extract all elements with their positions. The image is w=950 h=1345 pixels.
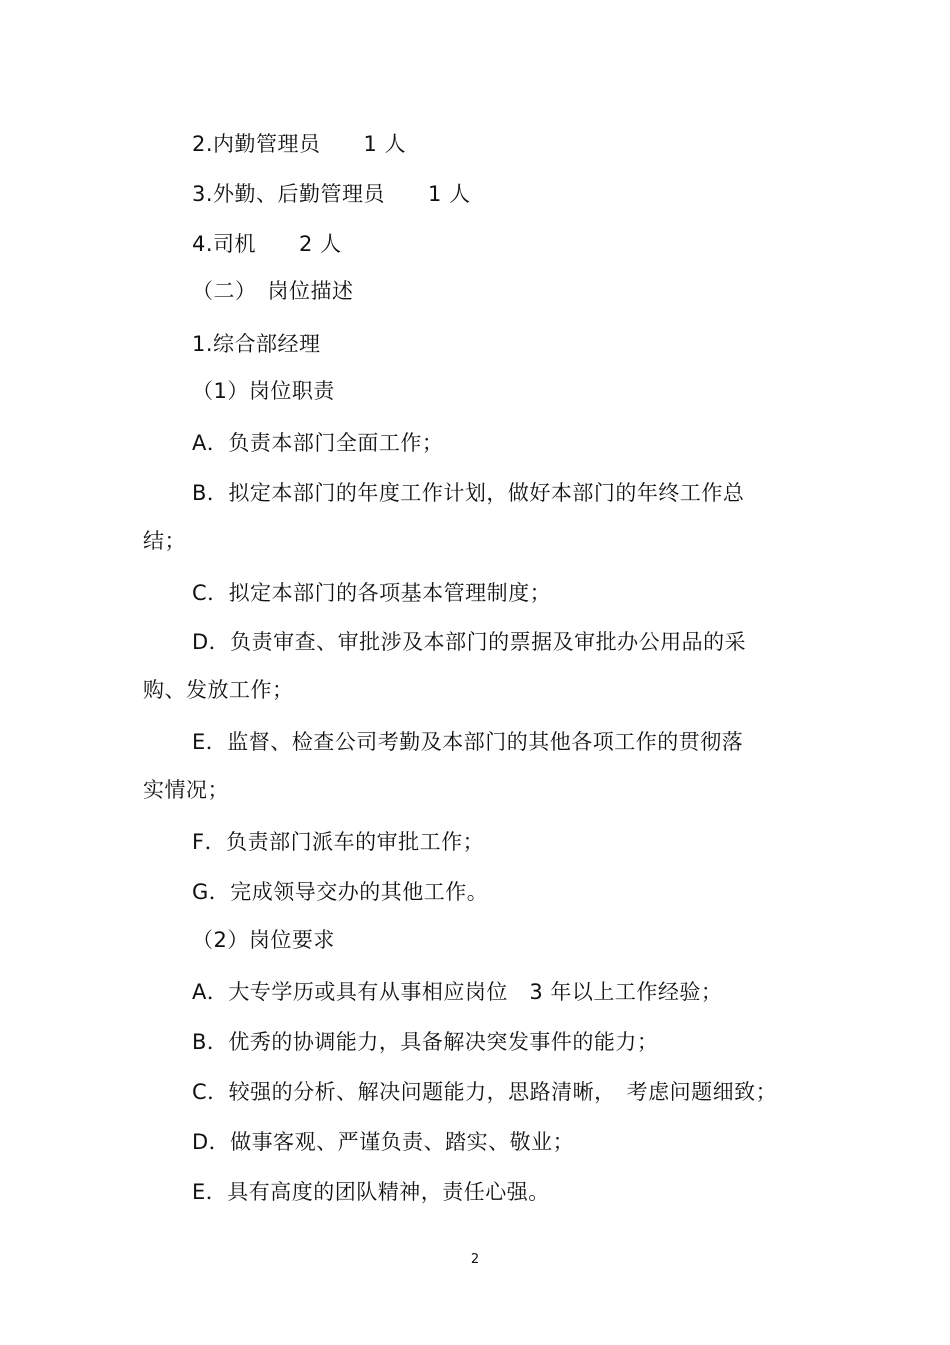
section-heading-job-description: （二） 岗位描述 bbox=[192, 279, 354, 303]
requirement-b: B．优秀的协调能力，具备解决突发事件的能力； bbox=[192, 1030, 659, 1054]
subheading-responsibilities: （1）岗位职责 bbox=[192, 379, 335, 403]
responsibility-a: A．负责本部门全面工作； bbox=[192, 431, 444, 455]
responsibility-b: B．拟定本部门的年度工作计划，做好本部门的年终工作总 bbox=[192, 481, 745, 505]
requirement-d: D．做事客观、严谨负责、踏实、敬业； bbox=[192, 1130, 575, 1154]
responsibility-g: G．完成领导交办的其他工作。 bbox=[192, 880, 489, 904]
requirement-c: C．较强的分析、解决问题能力，思路清晰， 考虑问题细致； bbox=[192, 1080, 778, 1104]
subheading-requirements: （2）岗位要求 bbox=[192, 928, 335, 952]
position-heading-manager: 1.综合部经理 bbox=[192, 332, 321, 356]
staff-line-internal-admin: 2.内勤管理员 1 人 bbox=[192, 132, 407, 156]
page-number: 2 bbox=[470, 1252, 480, 1267]
staff-line-driver: 4.司机 2 人 bbox=[192, 232, 342, 256]
responsibility-b-continued: 结； bbox=[143, 529, 186, 553]
responsibility-d: D．负责审查、审批涉及本部门的票据及审批办公用品的采 bbox=[192, 630, 747, 654]
responsibility-f: F．负责部门派车的审批工作； bbox=[192, 830, 485, 854]
responsibility-e: E．监督、检查公司考勤及本部门的其他各项工作的贯彻落 bbox=[192, 730, 744, 754]
requirement-e: E．具有高度的团队精神，责任心强。 bbox=[192, 1180, 550, 1204]
responsibility-e-continued: 实情况； bbox=[143, 778, 229, 802]
responsibility-d-continued: 购、发放工作； bbox=[143, 678, 294, 702]
requirement-a: A．大专学历或具有从事相应岗位 3 年以上工作经验； bbox=[192, 980, 723, 1004]
responsibility-c: C．拟定本部门的各项基本管理制度； bbox=[192, 581, 552, 605]
staff-line-external-admin: 3.外勤、后勤管理员 1 人 bbox=[192, 182, 471, 206]
